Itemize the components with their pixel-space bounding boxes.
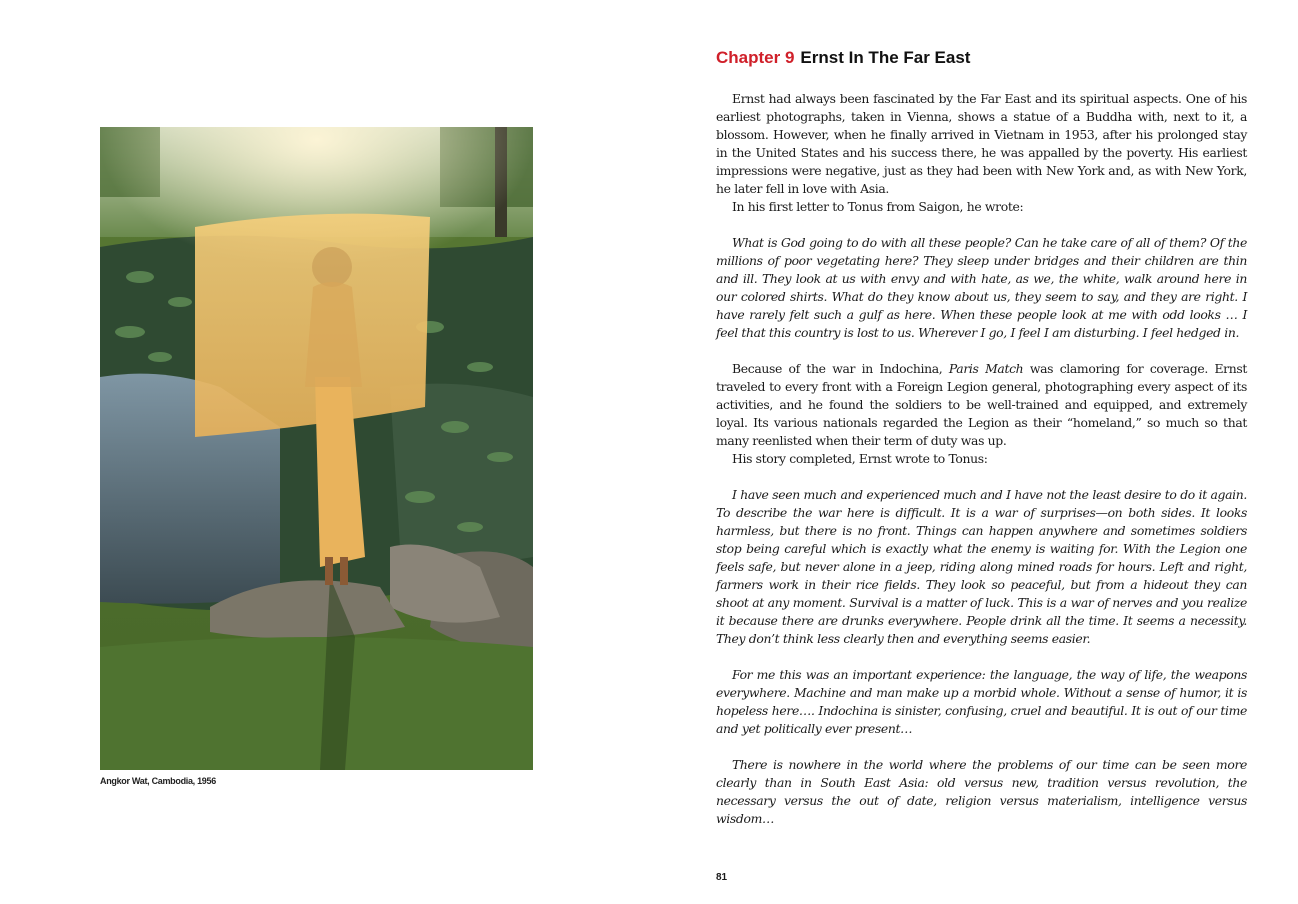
paragraph: [716, 360, 1247, 450]
paragraph-text: was clamoring for coverage. Ernst traveled to every front with a Foreign Legion general, photographing every aspect of its activities, and he found the soldiers to be well-trained and equipped, and extremely loyal. Its various nationals regarded the Legion as their “homeland,” so much so that many reenlisted when their term of duty was up.: [716, 361, 1248, 448]
chapter-body: [716, 90, 1247, 828]
page-number: 81: [716, 872, 728, 883]
magazine-title: Paris Match: [948, 361, 1024, 376]
chapter-number: Chapter 9: [716, 48, 795, 67]
quote-paragraph: What is God going to do with all these people? Can he take care of all of them? Of the millions of poor vegetating here? They sleep under bridges and their children are thin and ill. They look at us with envy and with hate, as we, the white, walk around here in our colored shirts. What do they know about us, they seem to say, and they are right. I have rarely felt such a gulf as here. When these people look at me with odd looks … I feel that this country is lost to us. Wherever I go, I feel I am disturbing. I feel hedged in.: [716, 235, 1247, 340]
paragraph: Ernst had always been fascinated by the Far East and its spiritual aspects. One of his earliest photographs, taken in Vienna, shows a statue of a Buddha with, next to it, a blossom. However, when he finally arrived in Vietnam in 1953, after his prolonged stay in the United States and his success there, he was appalled by the poverty. His earliest impressions were negative, just as they had been with New York and, as with New York, he later fell in love with Asia.: [716, 91, 1247, 196]
quote-paragraph: There is nowhere in the world where the problems of our time can be seen more clearly than in South East Asia: old versus new, tradition versus revolution, the necessary versus the out of date, religion versus materialism, intelligence versus wisdom…: [716, 757, 1247, 826]
paragraph-text: Because of the war in Indochina,: [732, 361, 949, 376]
chapter-heading: [716, 48, 970, 68]
photo-illustration: [100, 127, 533, 770]
paragraph: His story completed, Ernst wrote to Tonus:: [732, 451, 988, 466]
quote-paragraph: For me this was an important experience: the language, the way of life, the weapons everywhere. Machine and man make up a morbid whole. Without a sense of humor, it is hopeless here…. Indochina is sinister, confusing, cruel and beautiful. It is out of our time and yet politically ever present…: [716, 667, 1247, 736]
paragraph: In his first letter to Tonus from Saigon, he wrote:: [732, 199, 1024, 214]
quote-paragraph: I have seen much and experienced much and I have not the least desire to do it again. To describe the war here is difficult. It is a war of surprises—on both sides. It looks harmless, but there is no front. Things can happen anywhere and sometimes soldiers stop being careful which is exactly what the enemy is waiting for. With the Legion one feels safe, but never alone in a jeep, riding along mined roads for hours. Left and right, farmers work in their rice fields. They look so peaceful, but from a hideout they can shoot at any moment. Survival is a matter of luck. This is a war of nerves and you realize it because there are drunks everywhere. People drink all the time. It seems a necessity. They don’t think less clearly then and everything seems easier.: [716, 487, 1247, 646]
photo-caption: Angkor Wat, Cambodia, 1956: [100, 776, 216, 786]
photograph-angkor-wat: [100, 127, 533, 770]
chapter-title: Ernst In The Far East: [800, 48, 971, 67]
